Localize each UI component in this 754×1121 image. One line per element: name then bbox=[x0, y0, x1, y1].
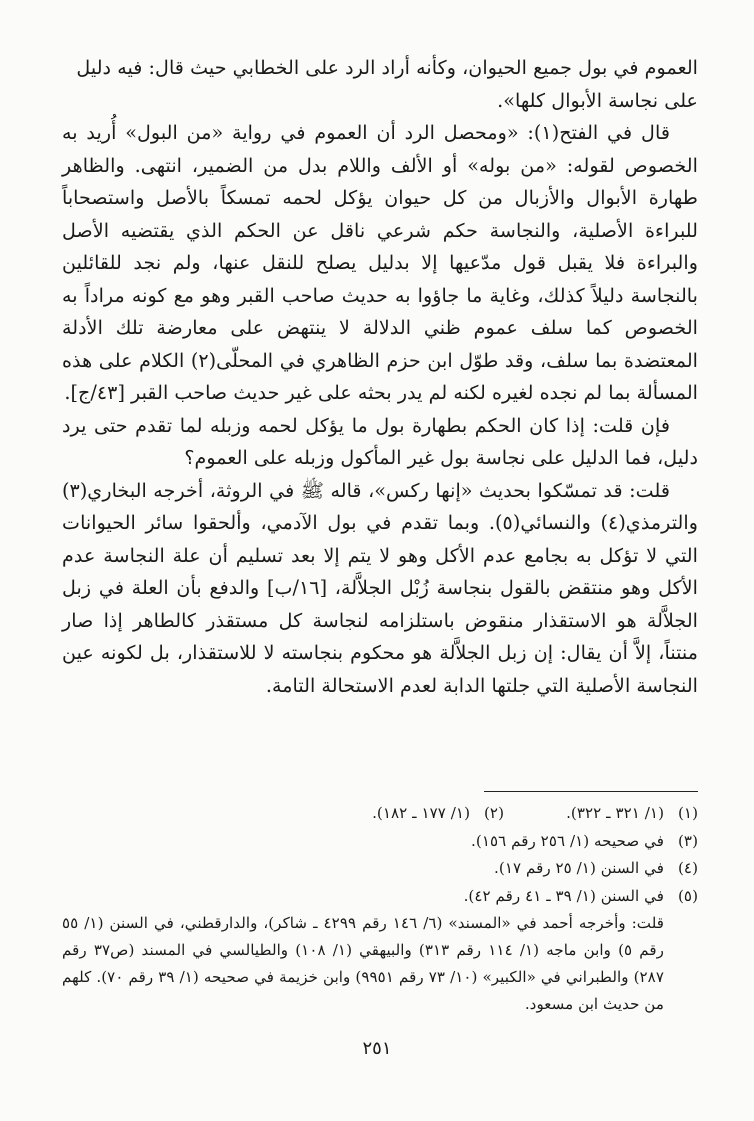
footnote-text: في السنن (١/ ٢٥ رقم ١٧). bbox=[494, 859, 664, 877]
footnote-text: في السنن (١/ ٣٩ ـ ٤١ رقم ٤٢). bbox=[463, 886, 664, 905]
footnote-text: (١/ ٣٢١ ـ ٣٢٢). bbox=[566, 804, 664, 822]
text-line-2: على نجاسة الأبوال كلها». bbox=[497, 88, 698, 112]
footnote-divider bbox=[484, 791, 698, 792]
footnote-row-3 bbox=[62, 828, 698, 856]
footnote-row-5 bbox=[62, 883, 698, 911]
footnote-5-continuation: قلت: وأخرجه أحمد في «المسند» (٦/ ١٤٦ رقم ٤٢٩٩ ـ شاكر)، والدارقطني، في السنن (١/ ٥٥ رقم ٥) وابن ماجه (١/ ١١٤ رقم ٣١٣) والبيهقي (١/ ١٠٨) والطيالسي في المسند (ص٣٧ رقم ٢٨٧) والطبراني في «الكبير» (١٠/ ٧٣ رقم ٩٩٥١) وابن خزيمة في صحيحه (١/ ٣٩ رقم ٧٠). كلهم من حديث ابن مسعود. bbox=[62, 914, 664, 1013]
main-text bbox=[62, 52, 698, 702]
paragraph-fath: قال في الفتح(١): «ومحصل الرد أن العموم في رواية «من البول» أُريد به الخصوص لقوله: «من بوله» أو الألف واللام بدل من الضمير، انتهى. والظاهر طهارة الأبوال والأزبال من كل حيوان يؤكل لحمه تمسكاً بالأصل واستصحاباً للبراءة الأصلية، والنجاسة حكم شرعي ناقل عن الحكم الذي يقتضيه الأصل والبراءة فلا يقبل قول مدّعيها إلا بدليل يصلح للنقل عنها، ولم نجد للقائلين بالنجاسة دليلاً كذلك، وغاية ما جاؤوا به حديث صاحب القبر وهو مع كونه مراداً به الخصوص كما سلف عموم ظني الدلالة لا ينتهض على معارضة تلك الأدلة المعتضدة بما سلف، وقد طوّل ابن حزم الظاهري في المحلّى(٢) الكلام على هذه المسألة بما لم نجده لغيره لكنه لم يدر بحثه على غير حديث صاحب القبر [٤٣/ج]. bbox=[62, 121, 698, 404]
footnote-number: (١) bbox=[677, 804, 698, 822]
footnote-number: (٤) bbox=[677, 859, 698, 877]
footnote-number: (٥) bbox=[677, 886, 698, 905]
footnote-row-4 bbox=[62, 855, 698, 883]
page-number: ٢٥١ bbox=[362, 1038, 392, 1059]
paragraph-question: فإن قلت: إذا كان الحكم بطهارة بول ما يؤكل لحمه وزبله لما تقدم حتى يرد دليل، فما الدليل على نجاسة بول غير المأكول وزبله على العموم؟ bbox=[62, 413, 698, 469]
footnotes bbox=[62, 800, 698, 1018]
footnote-number: (٣) bbox=[677, 831, 698, 850]
paragraph-answer: قلت: قد تمسّكوا بحديث «إنها ركس»، قاله ﷺ في الروثة، أخرجه البخاري(٣) والترمذي(٤) والنسائي(٥). وبما تقدم في بول الآدمي، وألحقوا سائر الحيوانات التي لا تؤكل به بجامع عدم الأكل وهو لا يتم إلا بعد تسليم أن علة النجاسة عدم الأكل وهو منتقض بالقول بنجاسة زُبْل الجلاَّلة، [١٦/ب] والدفع بأن العلة في زبل الجلاَّلة هو الاستقذار منقوض باستلزامه لنجاسة كل مستقذر كالطاهر إذا صار منتناً، إلاَّ أن يقال: إن زبل الجلاَّلة هو محكوم بنجاسته لا للاستقذار، بل لكونه عين النجاسة الأصلية التي جلتها الدابة لعدم الاستحالة التامة. bbox=[62, 478, 699, 697]
footnote-text: (١/ ١٧٧ ـ ١٨٢). bbox=[372, 804, 470, 822]
footnote-number: (٢) bbox=[483, 804, 504, 822]
footnote-row-1-2 bbox=[62, 800, 698, 828]
footnote-text: في صحيحه (١/ ٢٥٦ رقم ١٥٦). bbox=[471, 831, 664, 850]
text-line-1: العموم في بول جميع الحيوان، وكأنه أراد الرد على الخطابي حيث قال: فيه دليل bbox=[76, 56, 698, 79]
